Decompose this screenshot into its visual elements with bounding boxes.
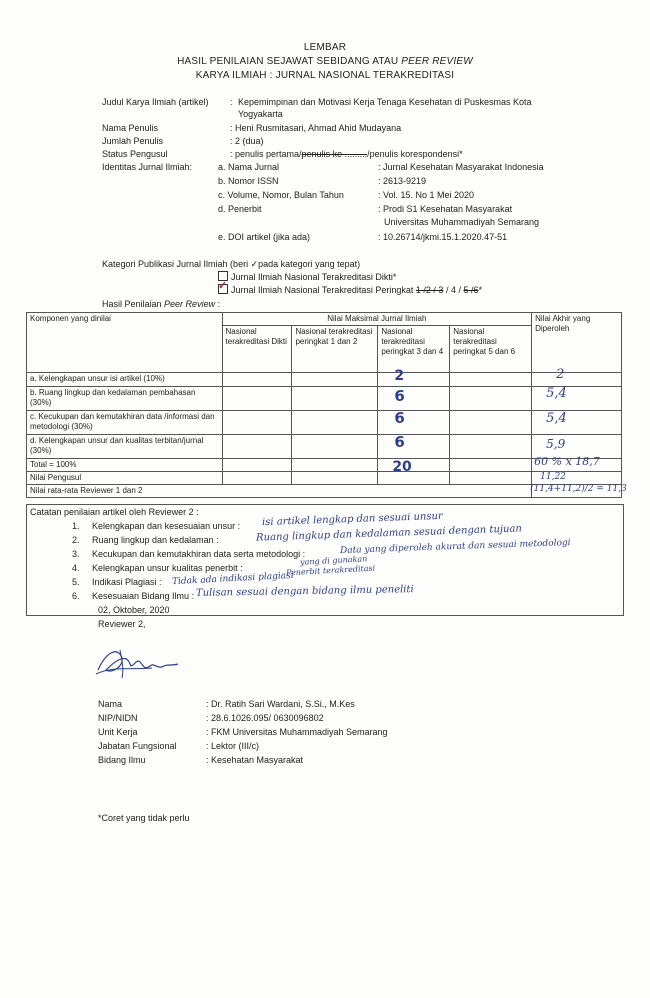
cell-empty [450,459,532,472]
jurnal-e-label: e. DOI artikel (jika ada) [218,232,311,242]
akhir-value: 5,4 [546,386,567,401]
kategori-opt1-label: Jurnal Ilmiah Nasional Terakreditasi Dikti* [231,272,397,282]
total-akhir-value: 60 % x 18,7 [534,455,600,468]
cell-empty [222,459,292,472]
form-title-karya: KARYA ILMIAH : JURNAL NASIONAL TERAKREDITASI [195,70,455,81]
penilaian-table [26,312,627,498]
cell-empty [222,435,292,459]
jurnal-d-label: d. Penerbit [218,204,262,214]
catatan-num-3: 3. [72,549,80,559]
total-label: Total = 100% [27,459,223,472]
form-title-hasil [0,56,650,67]
akhir-value: 2 [556,367,565,382]
hasil-label-b: Peer Review [164,299,216,309]
max-value: 2 [394,368,405,384]
catatan-num-1: 1. [72,521,80,531]
nama-label: Nama [98,699,123,709]
jurnal-e-value: : 10.26714/jkmi.15.1.2020.47-51 [378,232,508,242]
unit-label: Unit Kerja [98,727,138,737]
tanggal: 02, Oktober, 2020 [98,605,170,615]
catatan-label: Catatan penilaian artikel oleh Reviewer 2 : [30,507,199,517]
nama-value: : Dr. Ratih Sari Wardani, S.Si., M.Kes [206,699,355,709]
jurnal-c-label: c. Volume, Nomor, Bulan Tahun [218,190,344,200]
cell-total-max [378,459,450,475]
jurnal-a-label: a. Nama Jurnal [218,162,280,172]
cell-max [378,387,450,411]
status-value-strike: penulis ke ......... [301,149,368,159]
header-nilai-akhir: Nilai Akhir yang Diperoleh [532,313,622,373]
header-peringkat-3-4: Nasional terakreditasi peringkat 3 dan 4 [378,326,450,373]
status-value-a: : penulis pertama/ [230,149,302,159]
row-label: a. Kelengkapan unsur isi artikel (10%) [27,373,223,387]
akhir-value: 5,4 [546,411,567,426]
jabatan-label: Jabatan Fungsional [98,741,177,751]
table-row [27,435,622,459]
catatan-hw-1: isi artikel lengkap dan sesuai unsur [261,510,443,529]
header-peringkat-5-6: Nasional terakreditasi peringkat 5 dan 6 [450,326,532,373]
signature-image [92,640,182,685]
checkbox-peringkat[interactable] [218,284,228,294]
reviewer-label: Reviewer 2, [98,619,146,629]
cell-empty [292,459,378,472]
kategori-opt2-c: * [478,285,482,295]
cell-empty [292,472,378,485]
catatan-num-6: 6. [72,591,80,601]
cell-empty [222,472,292,485]
catatan-num-2: 2. [72,535,80,545]
catatan-hw-6: Tulisan sesuai dengan bidang ilmu peneliti [195,584,414,599]
cell-total-akhir [532,455,622,472]
kategori-opt2-strike: 1 /2 / 3 [415,285,444,295]
hasil-label-c: : [215,299,221,309]
penulis-label: Nama Penulis [102,123,159,133]
jurnal-b-label: b. Nomor ISSN [218,176,279,186]
row-label: d. Kelengkapan unsur dan kualitas terbitan/jurnal (30%) [27,435,223,459]
jurnal-a-value: : Jurnal Kesehatan Masyarakat Indonesia [378,162,544,172]
jurnal-d-value-2: Universitas Muhammadiyah Semarang [384,217,540,227]
cell-pengusul-akhir [532,472,622,485]
catatan-hw-3: Data yang diperoleh akurat dan sesuai metodologi [339,537,571,557]
kategori-opt2-strike2: 5 /6 [463,285,479,295]
table-row [27,387,622,411]
cell-empty [292,373,378,387]
row-label: c. Kecukupan dan kemutakhiran data /informasi dan metodologi (30%) [27,411,223,435]
jabatan-value: : Lektor (III/c) [206,741,260,751]
cell-empty [450,411,532,435]
catatan-label-1: Kelengkapan dan kesesuaian unsur : [92,521,241,531]
header-dikti: Nasional terakreditasi Dikti [222,326,292,373]
jumlah-label: Jumlah Penulis [102,136,164,146]
table-row [27,411,622,435]
cell-empty [292,387,378,411]
judul-sep: : [230,97,233,107]
cell-empty [450,435,532,459]
catatan-num-4: 4. [72,563,80,573]
rata-label: Nilai rata-rata Reviewer 1 dan 2 [27,485,532,498]
cell-empty [292,435,378,459]
table-header-row [27,313,622,326]
bidang-label: Bidang Ilmu [98,755,146,765]
form-title-lembar: LEMBAR [303,42,347,53]
nip-value: : 28.6.1026.095/ 0630096802 [206,713,324,723]
kategori-opt2-b: / 4 / [443,285,464,295]
unit-value: : FKM Universitas Muhammadiyah Semarang [206,727,388,737]
rata-akhir-value: (11,4+11,2)/2 = 11,3 [530,484,627,494]
jurnal-d-value-1: : Prodi S1 Kesehatan Masyarakat [378,204,513,214]
catatan-label-6: Kesesuaian Bidang Ilmu : [92,591,195,601]
jurnal-c-value: : Vol. 15. No 1 Mei 2020 [378,190,475,200]
kategori-option-dikti[interactable] [218,271,396,283]
table-row-pengusul [27,472,622,485]
title-text: HASIL PENILAIAN SEJAWAT SEBIDANG ATAU [177,56,402,67]
header-peringkat-1-2: Nasional terakreditasi peringkat 1 dan 2 [292,326,378,373]
cell-akhir [532,367,622,387]
pengusul-akhir-value: 11,22 [540,472,566,482]
catatan-hw-5: Tidak ada indikasi plagiasi [171,570,294,588]
akhir-value: 5,9 [546,437,566,451]
max-value: 6 [394,387,405,405]
cell-max [378,411,450,435]
pengusul-label: Nilai Pengusul [27,472,223,485]
catatan-hw-2: Ruang lingkup dan kedalaman sesuai dengan tujuan [255,523,523,544]
catatan-hw-4b: yang di gunakan [299,554,368,567]
catatan-label-5: Indikasi Plagiasi : [92,577,162,587]
cell-akhir [532,411,622,435]
total-max-value: 20 [392,459,412,475]
cell-akhir [532,387,622,411]
cell-empty [222,373,292,387]
cell-empty [450,387,532,411]
catatan-num-5: 5. [72,577,80,587]
cell-empty [450,472,532,485]
cell-rata-akhir [530,484,627,498]
header-nilai-maks: Nilai Maksimal Jurnal Ilmiah [222,313,532,326]
judul-label: Judul Karya Ilmiah (artikel) [102,97,209,107]
title-peer-review: PEER REVIEW [401,56,473,67]
jurnal-b-value: : 2613-9219 [378,176,427,186]
penulis-value: : Heni Rusmitasari, Ahmad Ahid Mudayana [230,123,402,133]
header-komponen: Komponen yang dinilai [27,313,223,373]
cell-empty [222,387,292,411]
status-label: Status Pengusul [102,149,168,159]
table-row [27,373,622,387]
cell-empty [450,373,532,387]
kategori-option-peringkat[interactable] [218,284,482,296]
cell-max [378,435,450,459]
cell-empty [222,411,292,435]
catatan-hw-4: Penerbit terakreditasi [285,563,376,578]
nip-label: NIP/NIDN [98,713,138,723]
table-row-rata [27,485,622,498]
cell-empty [292,411,378,435]
cell-empty [378,472,450,485]
judul-value-2: Yogyakarta [238,109,283,119]
identitas-label: Identitas Jurnal Ilmiah: [102,162,193,172]
hasil-label-a: Hasil Penilaian [102,299,165,309]
max-value: 6 [394,433,405,451]
jumlah-value: : 2 (dua) [230,136,264,146]
kategori-label: Kategori Publikasi Jurnal Ilmiah (beri ✓pada kategori yang tepat) [102,259,361,269]
judul-value-1: Kepemimpinan dan Motivasi Kerja Tenaga Kesehatan di Puskesmas Kota [238,97,532,107]
status-value-b: /penulis korespondensi* [367,149,463,159]
cell-max [378,368,450,387]
table-row-total [27,459,622,472]
kategori-opt2-a: Jurnal Ilmiah Nasional Terakreditasi Peringkat [231,285,416,295]
footnote: *Coret yang tidak perlu [98,813,190,823]
hasil-label [102,298,220,310]
catatan-label-2: Ruang lingkup dan kedalaman : [92,535,219,545]
row-label: b. Ruang lingkup dan kedalaman pembahasan (30%) [27,387,223,411]
status-value [230,148,463,160]
bidang-value: : Kesehatan Masyarakat [206,755,304,765]
max-value: 6 [394,409,405,427]
catatan-label-4: Kelengkapan unsur kualitas penerbit : [92,563,243,573]
catatan-label-3: Kecukupan dan kemutakhiran data serta metodologi : [92,549,306,559]
